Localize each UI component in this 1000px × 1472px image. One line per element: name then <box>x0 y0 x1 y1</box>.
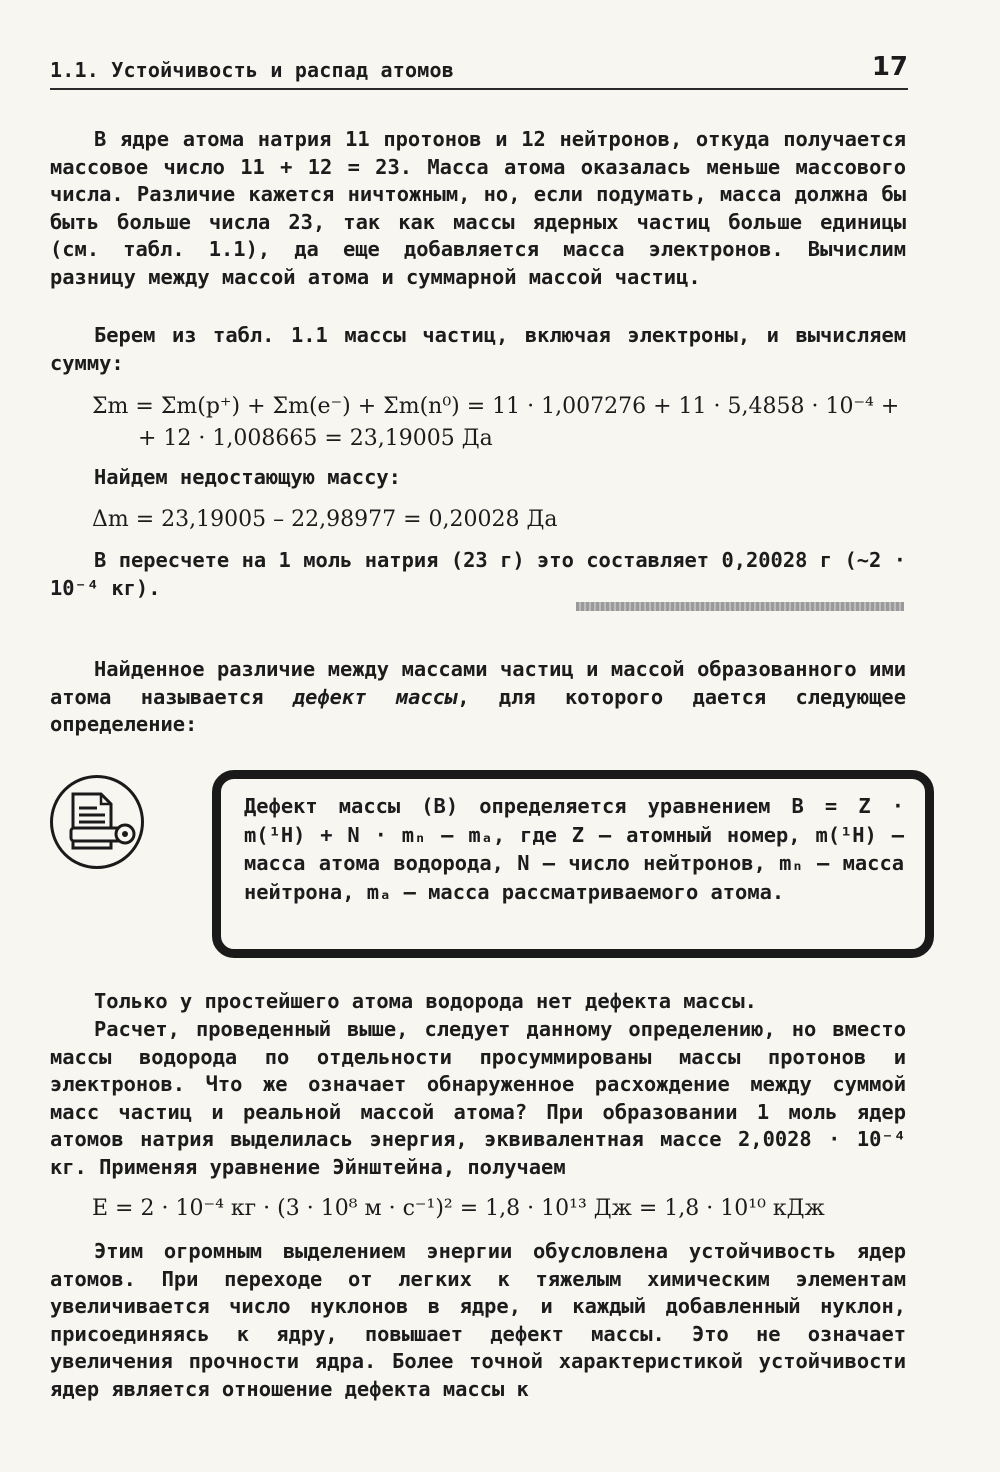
paragraph-per-mole: В пересчете на 1 моль натрия (23 г) это составляет 0,20028 г (~2 · 10⁻⁴ кг). <box>50 548 906 600</box>
term-mass-defect: дефект массы <box>292 684 458 709</box>
paragraph-hydrogen: Только у простейшего атома водорода нет дефекта массы. <box>94 989 757 1013</box>
paragraph-mass-defect-intro <box>50 656 906 739</box>
paragraph-missing-mass: Найдем недостающую массу: <box>94 465 401 489</box>
definition-term: Дефект массы (B) <box>244 794 459 818</box>
paragraph-sodium-nucleus: В ядре атома натрия 11 протонов и 12 нейтронов, откуда получается массовое число 11 + 12 = 23. Масса атома оказалась меньше массового числа. Различие кажется ничтожным, но, если подумать, масса должна бы быть больше числа 23, так как массы ядерных частиц больше единицы (см. табл. 1.1), да еще добавляется масса электронов. Вычислим разницу между массой атома и суммарной массой частиц. <box>50 127 906 289</box>
separator-bar <box>576 602 904 611</box>
formula-sum-line-1: Σm = Σm(p⁺) + Σm(e⁻) + Σm(n⁰) = 11 · 1,007276 + 11 · 5,4858 · 10⁻⁴ + <box>92 394 900 419</box>
paragraph-nuclear-stability: Этим огромным выделением энергии обусловлена устойчивость ядер атомов. При переходе от легких к тяжелым химическим элементам увеличивается число нуклонов в ядре, и каждый добавленный нуклон, присоединяясь к ядру, повышает дефект массы. Это не означает увеличения прочности ядра. Более точной характеристикой устойчивости ядер является отношение дефекта массы к <box>50 1239 906 1401</box>
formula-einstein-energy: E = 2 · 10⁻⁴ кг · (3 · 10⁸ м · с⁻¹)² = 1,8 · 10¹³ Дж = 1,8 · 10¹⁰ кДж <box>92 1196 825 1221</box>
running-head <box>50 52 908 90</box>
formula-sum-line-2: + 12 · 1,008665 = 23,19005 Да <box>138 426 493 451</box>
intro-text-end: , для которого дается следующее определение: <box>50 684 906 737</box>
definition-text <box>244 792 904 906</box>
definition-body: определяется уравнением B = Z · m(¹H) + N · mₙ – mₐ, где Z — атомный номер, m(¹H) — масса атома водорода, N — число нейтронов, mₙ — масса нейтрона, mₐ — масса рассматриваемого атома. <box>244 794 904 904</box>
definition-document-key-icon <box>50 775 144 869</box>
paragraph-sum-intro: Берем из табл. 1.1 массы частиц, включая электроны, и вычисляем сумму: <box>50 323 906 375</box>
paragraph-calculation: Расчет, проведенный выше, следует данному определению, но вместо массы водорода по отдельности просуммированы массы протонов и электронов. Что же означает обнаруженное расхождение между суммой масс частиц и реальной массой атома? При образовании 1 моль ядер атомов натрия выделилась энергия, эквивалентная массе 2,0028 · 10⁻⁴ кг. Применяя уравнение Эйнштейна, получаем <box>50 1017 906 1179</box>
page-number: 17 <box>871 52 908 82</box>
section-title: 1.1. Устойчивость и распад атомов <box>50 58 454 82</box>
formula-mass-difference: Δm = 23,19005 – 22,98977 = 0,20028 Да <box>92 507 558 532</box>
intro-text-start: Найденное различие между массами частиц и массой образованного ими атома называется <box>50 657 906 709</box>
